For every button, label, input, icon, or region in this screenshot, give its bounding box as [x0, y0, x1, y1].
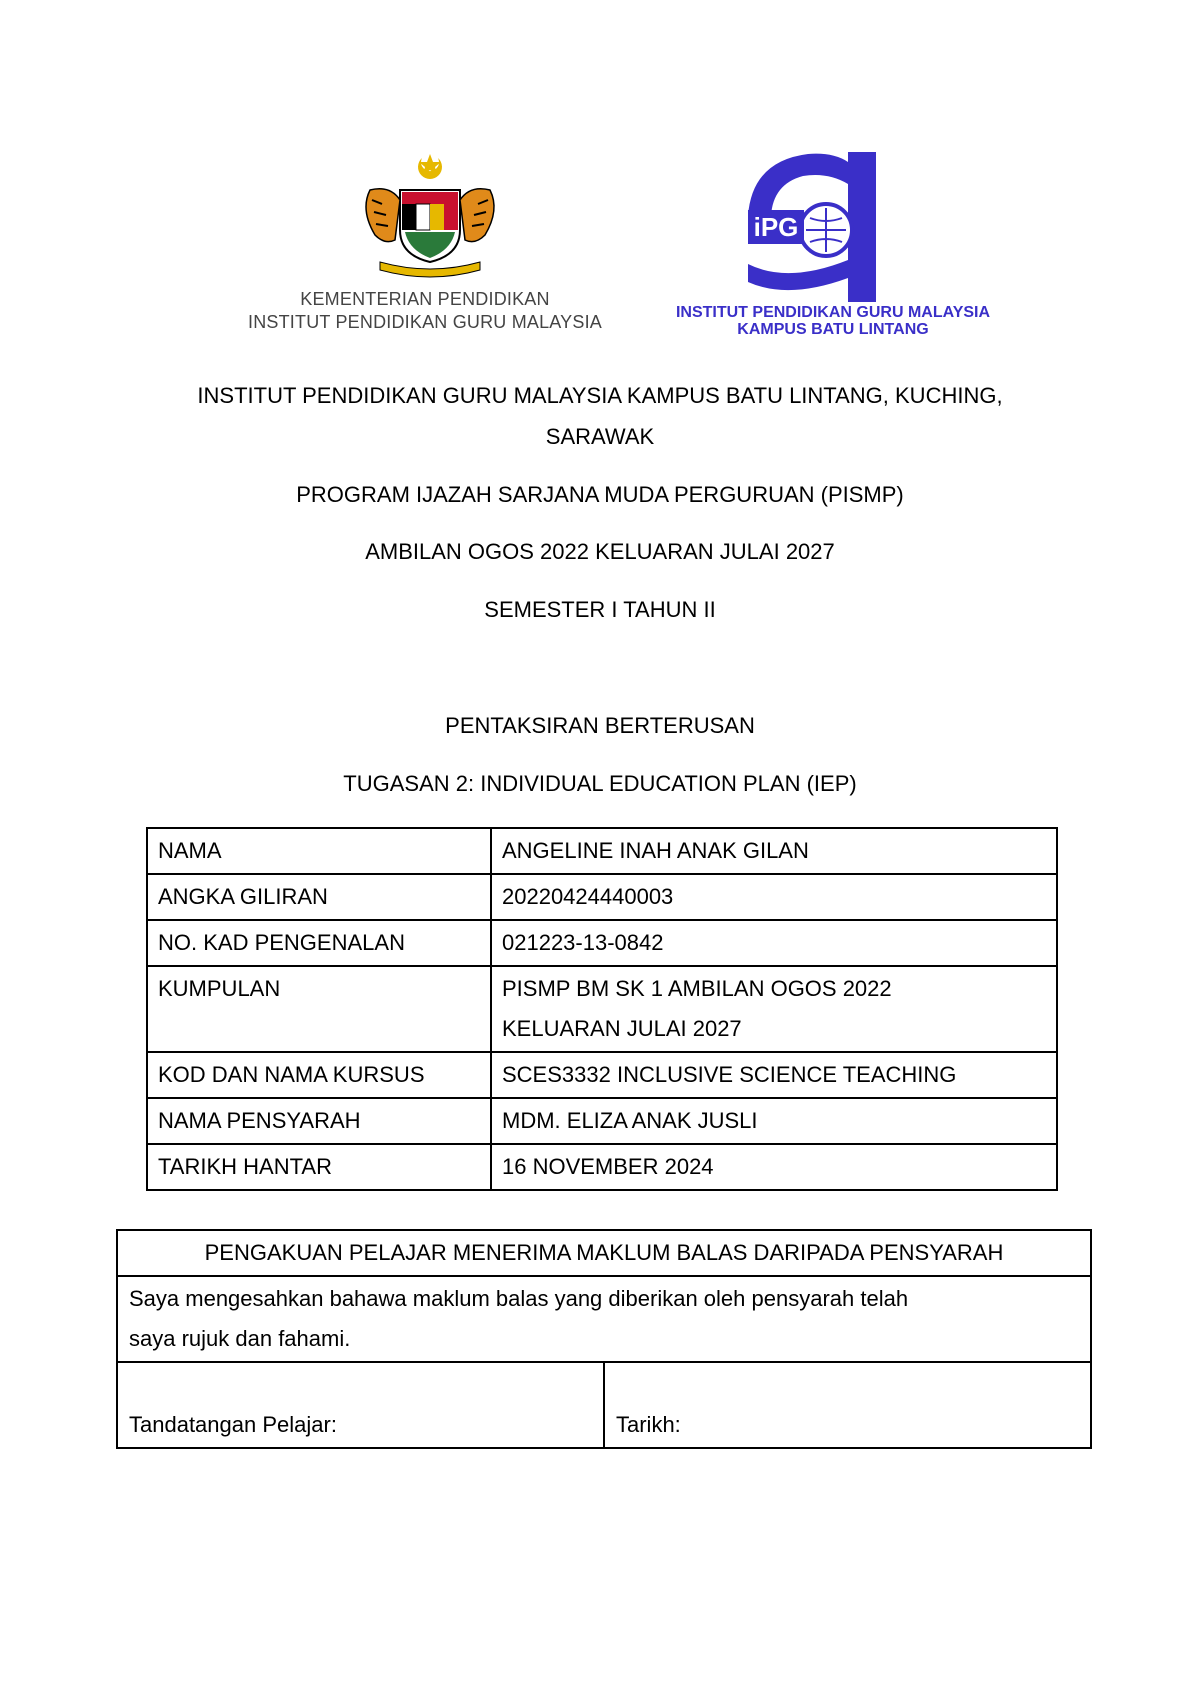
info-value: SCES3332 INCLUSIVE SCIENCE TEACHING	[491, 1052, 1057, 1098]
table-row	[147, 1144, 1057, 1190]
institute-heading-line2: SARAWAK	[545, 424, 655, 449]
table-row	[117, 1362, 1091, 1448]
ipg-campus-name: KAMPUS BATU LINTANG	[737, 321, 929, 338]
info-value-line1: PISMP BM SK 1 AMBILAN OGOS 2022	[502, 976, 892, 1001]
table-row	[147, 920, 1057, 966]
table-row	[117, 1276, 1091, 1362]
program-heading: PROGRAM IJAZAH SARJANA MUDA PERGURUAN (PISMP)	[296, 482, 904, 507]
student-signature-field[interactable]: Tandatangan Pelajar:	[117, 1362, 604, 1448]
ministry-name: KEMENTERIAN PENDIDIKAN	[300, 289, 550, 309]
table-row	[147, 828, 1057, 874]
semester-heading: SEMESTER I TAHUN II	[484, 597, 716, 622]
info-label: KOD DAN NAMA KURSUS	[147, 1052, 491, 1098]
ipg-logo	[668, 152, 998, 342]
assignment-heading: TUGASAN 2: INDIVIDUAL EDUCATION PLAN (IEP)	[343, 771, 857, 796]
table-row	[147, 1052, 1057, 1098]
student-info-table	[146, 827, 1058, 1191]
institute-name: INSTITUT PENDIDIKAN GURU MALAYSIA	[248, 312, 602, 332]
statement-line2: saya rujuk dan fahami.	[129, 1326, 351, 1351]
info-value: MDM. ELIZA ANAK JUSLI	[491, 1098, 1057, 1144]
info-label: NO. KAD PENGENALAN	[147, 920, 491, 966]
info-value	[491, 966, 1057, 1052]
info-label: ANGKA GILIRAN	[147, 874, 491, 920]
info-value: ANGELINE INAH ANAK GILAN	[491, 828, 1057, 874]
statement-line1: Saya mengesahkan bahawa maklum balas yang diberikan oleh pensyarah telah	[129, 1286, 909, 1311]
institute-heading	[120, 375, 1080, 457]
info-label: NAMA PENSYARAH	[147, 1098, 491, 1144]
info-value: 20220424440003	[491, 874, 1057, 920]
info-value-line2: KELUARAN JULAI 2027	[502, 1016, 742, 1041]
ipg-badge-text: iPG	[753, 212, 799, 242]
info-label: KUMPULAN	[147, 966, 491, 1052]
info-label: NAMA	[147, 828, 491, 874]
table-row	[117, 1230, 1091, 1276]
ipg-institute-name: INSTITUT PENDIDIKAN GURU MALAYSIA	[675, 304, 991, 321]
info-value: 16 NOVEMBER 2024	[491, 1144, 1057, 1190]
info-value: 021223-13-0842	[491, 920, 1057, 966]
acknowledgement-statement	[117, 1276, 1091, 1362]
malaysia-coat-of-arms-icon	[350, 150, 510, 280]
ministry-logo-text	[230, 288, 620, 334]
assessment-heading: PENTAKSIRAN BERTERUSAN	[445, 713, 755, 738]
ministry-logo	[230, 150, 620, 340]
acknowledgement-title: PENGAKUAN PELAJAR MENERIMA MAKLUM BALAS DARIPADA PENSYARAH	[117, 1230, 1091, 1276]
info-label: TARIKH HANTAR	[147, 1144, 491, 1190]
date-field[interactable]: Tarikh:	[604, 1362, 1091, 1448]
table-row	[147, 1098, 1057, 1144]
ipg-g-logo-icon	[748, 152, 878, 302]
table-row	[147, 874, 1057, 920]
ipg-logo-text	[668, 304, 998, 338]
acknowledgement-table	[116, 1229, 1092, 1449]
table-row	[147, 966, 1057, 1052]
intake-heading: AMBILAN OGOS 2022 KELUARAN JULAI 2027	[365, 539, 835, 564]
institute-heading-line1: INSTITUT PENDIDIKAN GURU MALAYSIA KAMPUS BATU LINTANG, KUCHING,	[197, 383, 1003, 408]
